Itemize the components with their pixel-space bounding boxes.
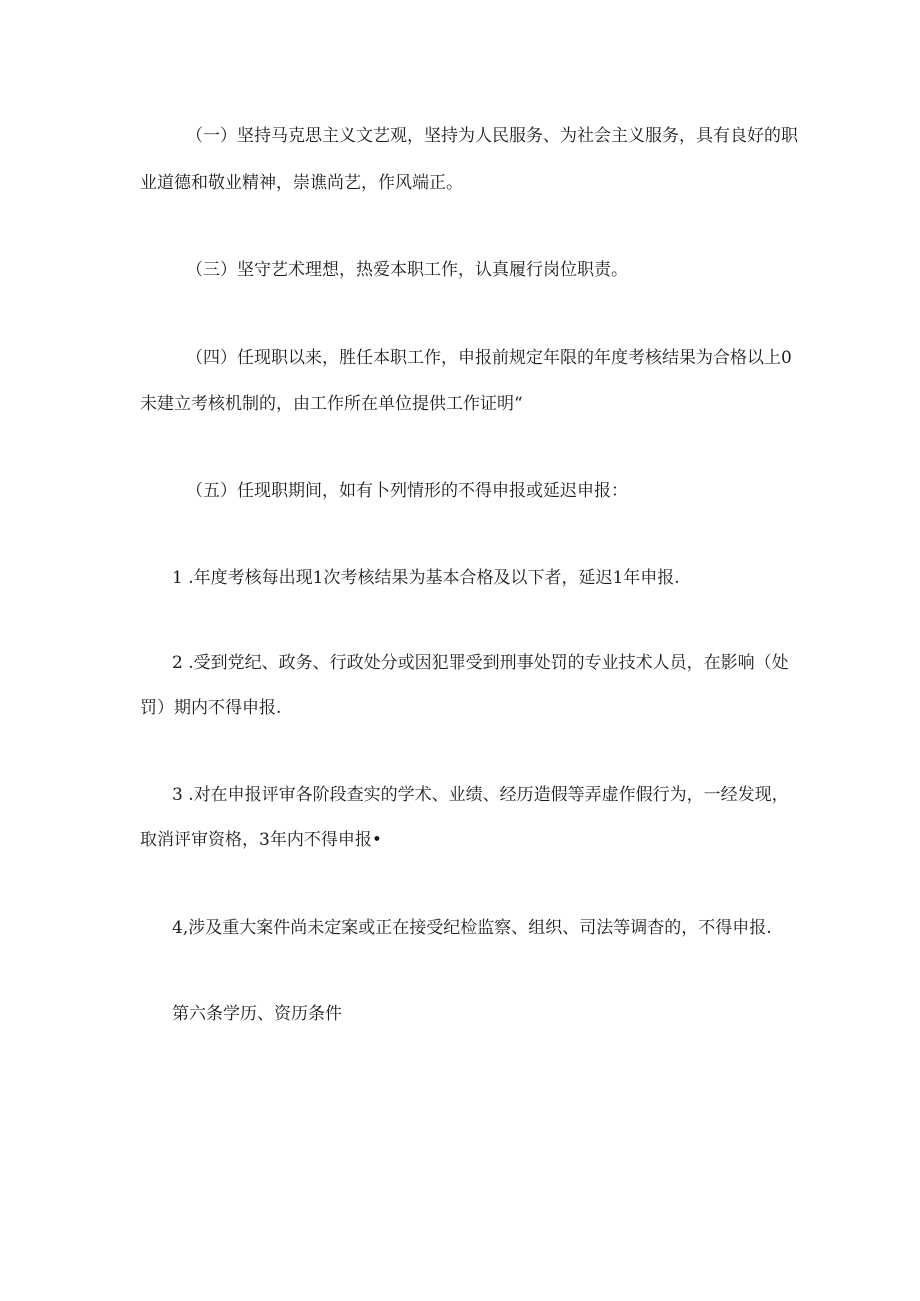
paragraph-line: 业道德和敬业精神，崇谯尚艺，作风端正。 [140,173,463,193]
paragraph-line: （三）坚守艺术理想，热爱本职工作，认真履行岗位职责。 [186,260,628,280]
section-heading: 第六条学历、资历条件 [172,1004,342,1024]
paragraph-line: （一）坚持马克思主义文艺观，坚持为人民服务、为社会主义服务，具有良好的职 [186,126,798,146]
list-item-line: 3 .对在申报评审各阶段查实的学术、业绩、经历造假等弄虚作假行为，一经发现， [172,785,789,805]
paragraph-line: （四）任现职以来，胜任本职工作，申报前规定年限的年度考核结果为合格以上0 [186,348,792,368]
list-item-line: 罚）期内不得申报. [140,698,282,718]
list-item-line: 4,涉及重大案件尚未定案或正在接受纪检监察、组织、司法等调杳的，不得申报. [172,918,772,938]
list-item-line: 1 .年度考核每出现1次考核结果为基本合格及以下者，延迟1年申报. [172,568,680,588]
paragraph-line: （五）任现职期间，如有卜列情形的不得申报或延迟申报： [186,481,628,501]
paragraph-line: 未建立考核机制的，由工作所在单位提供工作证明“ [140,394,523,414]
list-item-line: 2 .受到党纪、政务、行政处分或因犯罪受到刑事处罚的专业技术人员，在影响（处 [172,653,789,673]
list-item-line: 取消评审资格，3年内不得申报• [140,830,382,850]
